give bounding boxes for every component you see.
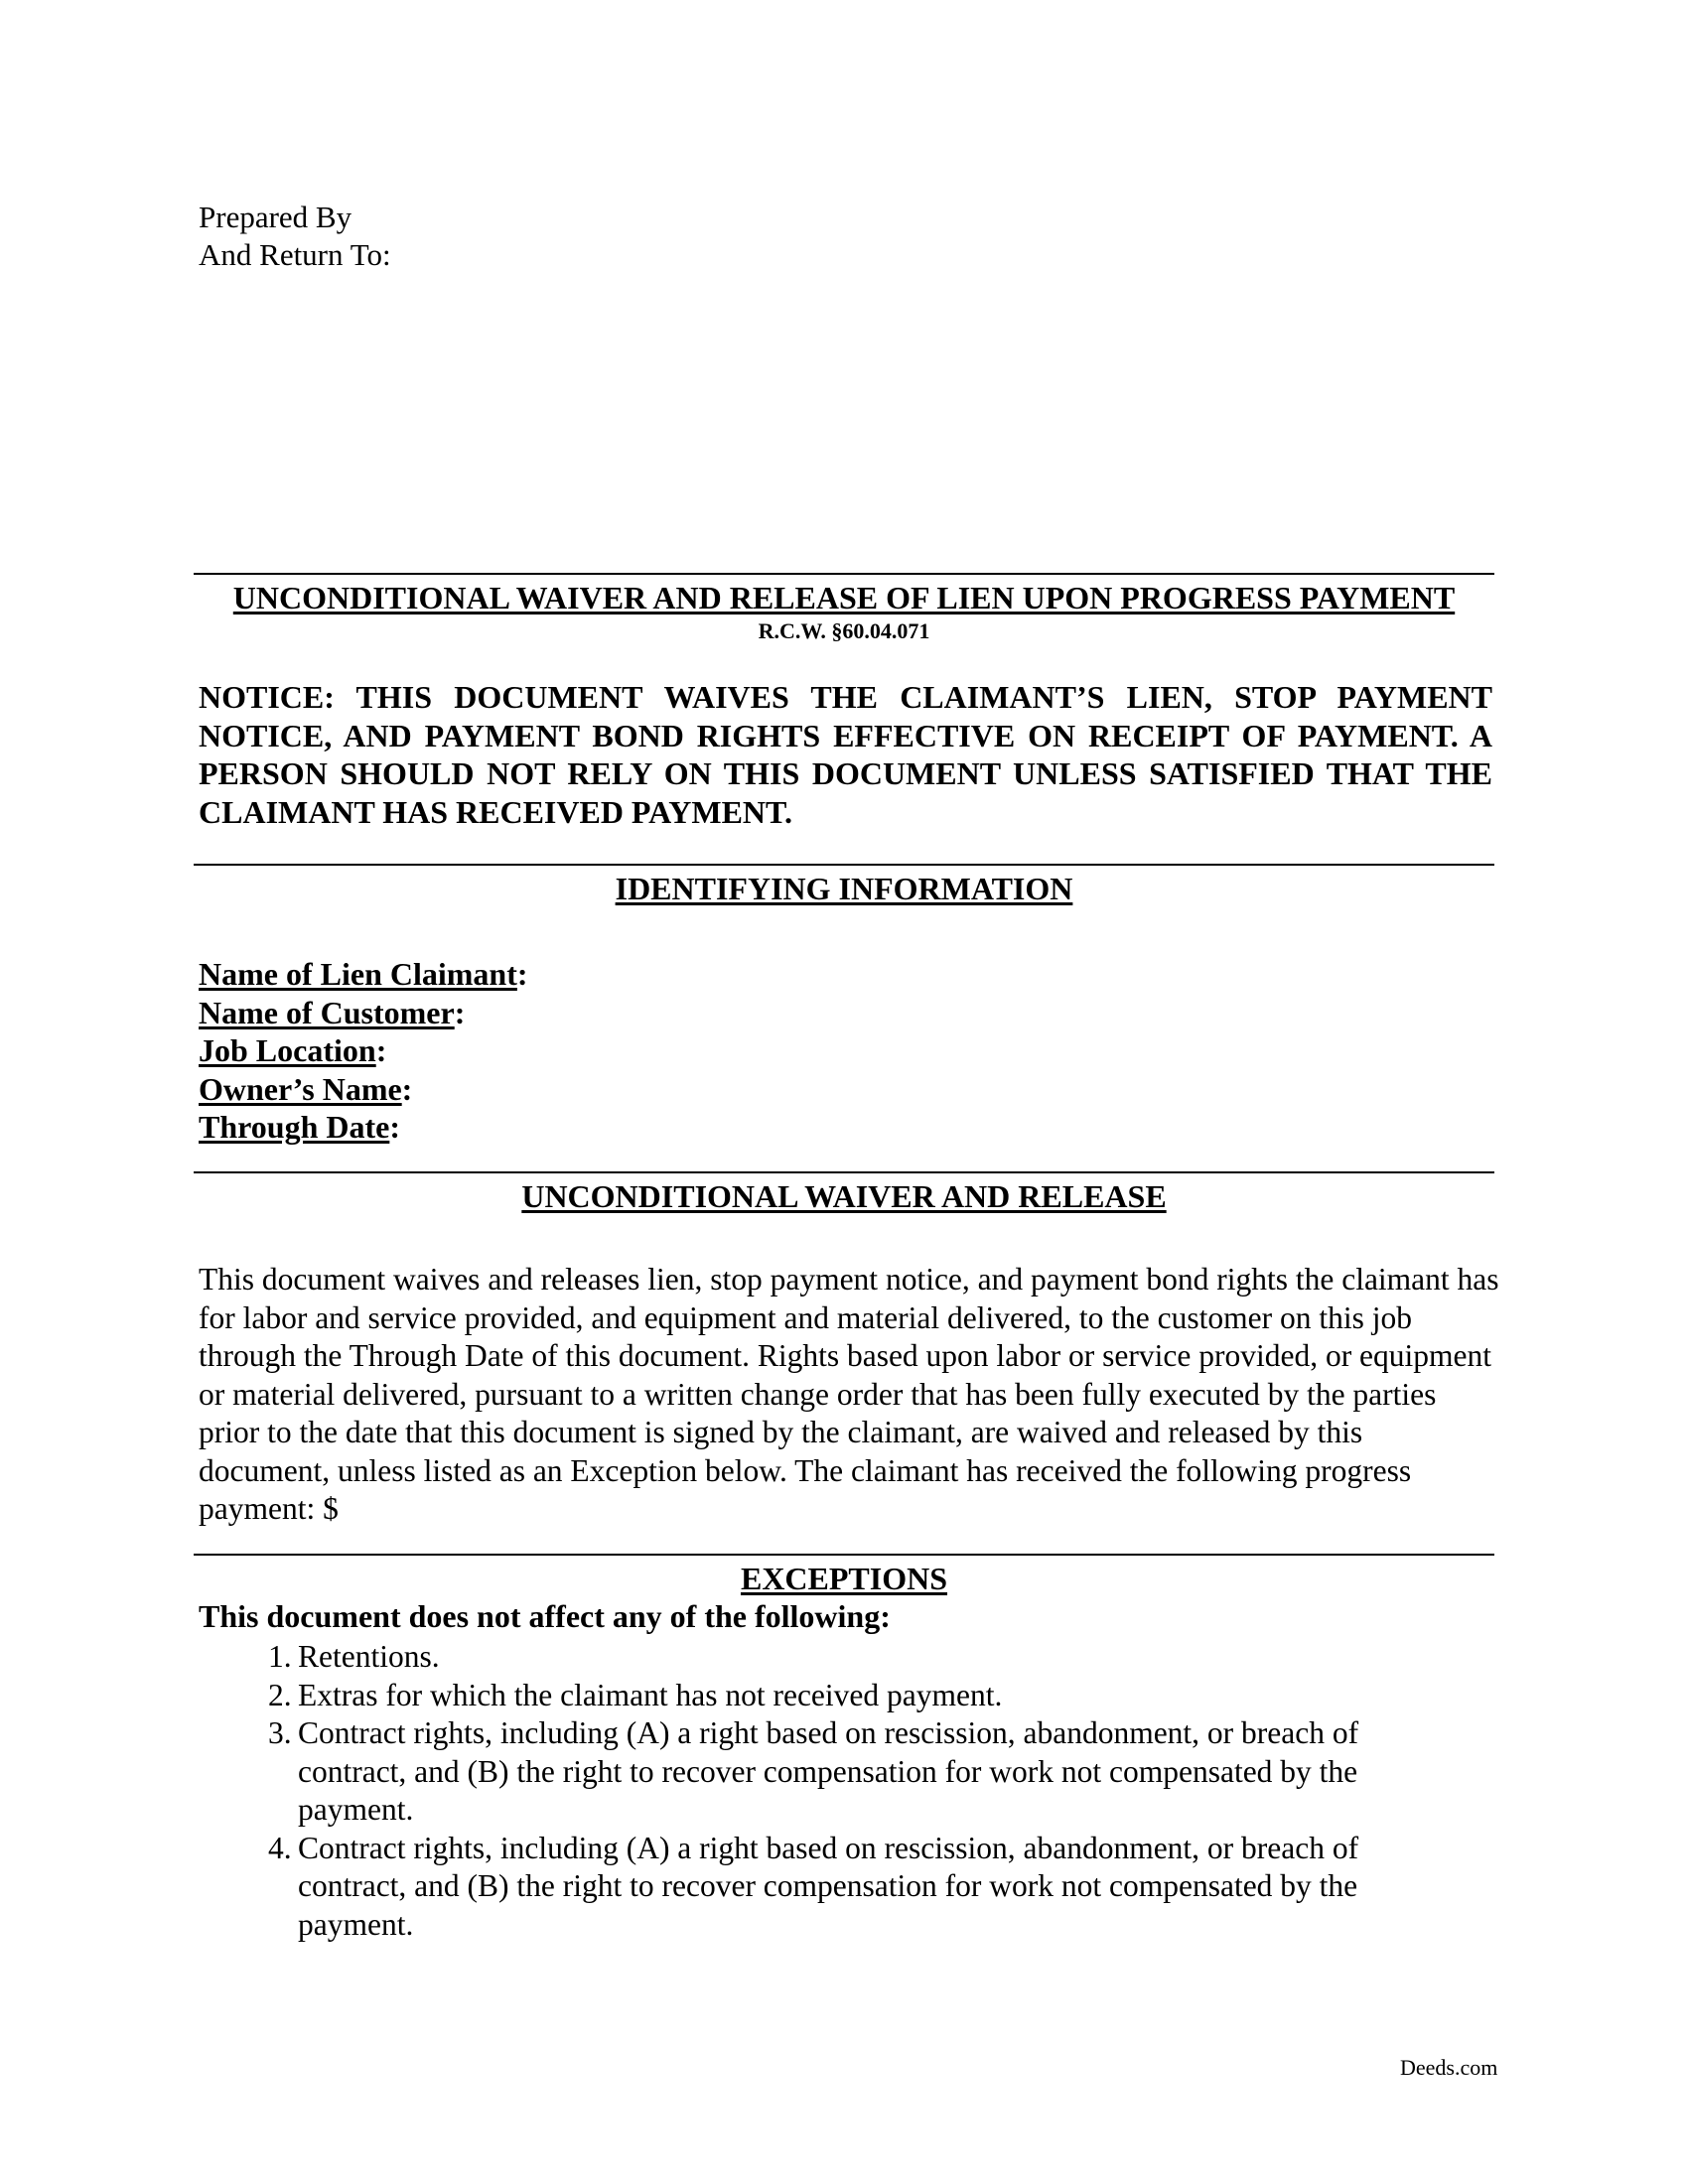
- list-item-number: 1.: [268, 1639, 292, 1674]
- list-item-text: Extras for which the claimant has not received payment.: [298, 1677, 1003, 1712]
- list-item-number: 3.: [268, 1715, 292, 1750]
- list-item: [199, 1638, 1499, 1677]
- waiver-rule: [194, 1171, 1494, 1173]
- return-to-label: And Return To:: [199, 237, 391, 272]
- list-item-text: Retentions.: [298, 1639, 440, 1674]
- title-rule: [194, 573, 1494, 575]
- footer-brand: Deeds.com: [1400, 2055, 1498, 2080]
- identifying-heading: IDENTIFYING INFORMATION: [615, 871, 1073, 906]
- waiver-heading: UNCONDITIONAL WAIVER AND RELEASE: [521, 1178, 1167, 1214]
- list-item-number: 4.: [268, 1830, 292, 1865]
- list-item-text: Contract rights, including (A) a right based on rescission, abandonment, or breach of contract, and (B) the right to recover compensation for work not compensated by the payment.: [298, 1830, 1359, 1942]
- notice-paragraph: NOTICE: THIS DOCUMENT WAIVES THE CLAIMANT’S LIEN, STOP PAYMENT NOTICE, AND PAYMENT BOND RIGHTS EFFECTIVE ON RECEIPT OF PAYMENT. A PERSON SHOULD NOT RELY ON THIS DOCUMENT UNLESS SATISFIED THAT THE CLAIMANT HAS RECEIVED PAYMENT.: [199, 679, 1492, 830]
- list-item-number: 2.: [268, 1677, 292, 1712]
- prepared-by-label: Prepared By: [199, 200, 352, 234]
- waiver-body: [199, 1261, 1499, 1529]
- field-job-location: Job Location:: [199, 1032, 387, 1068]
- waiver-paragraph: This document waives and releases lien, stop payment notice, and payment bond rights the claimant has for labor and service provided, and equipment and material delivered, to the customer on this job through the Through Date of this document. Rights based upon labor or service provided, or equipment or material delivered, pursuant to a written change order that has been fully executed by the parties prior to the date that this document is signed by the claimant, are waived and released by this document, unless listed as an Exception below. The claimant has received the following progress payment: $: [199, 1262, 1499, 1526]
- list-item: [199, 1677, 1499, 1715]
- exceptions-heading: EXCEPTIONS: [740, 1561, 948, 1596]
- field-customer: Name of Customer:: [199, 994, 466, 1030]
- field-through-date: Through Date:: [199, 1109, 400, 1145]
- document-title: UNCONDITIONAL WAIVER AND RELEASE OF LIEN UPON PROGRESS PAYMENT: [232, 580, 1456, 615]
- identifying-rule: [194, 864, 1494, 866]
- list-item-text: Contract rights, including (A) a right based on rescission, abandonment, or breach of contract, and (B) the right to recover compensation for work not compensated by the payment.: [298, 1715, 1359, 1827]
- field-lien-claimant: Name of Lien Claimant:: [199, 956, 528, 992]
- exceptions-intro: This document does not affect any of the following:: [199, 1598, 891, 1634]
- list-item: [199, 1830, 1499, 1945]
- field-owner-name: Owner’s Name:: [199, 1070, 413, 1107]
- prepared-by-block: [199, 199, 391, 274]
- exceptions-rule: [194, 1554, 1494, 1556]
- list-item: [199, 1714, 1499, 1830]
- identifying-fields: [199, 955, 528, 1147]
- exceptions-list: [199, 1638, 1499, 1944]
- statute-reference: R.C.W. §60.04.071: [758, 618, 930, 643]
